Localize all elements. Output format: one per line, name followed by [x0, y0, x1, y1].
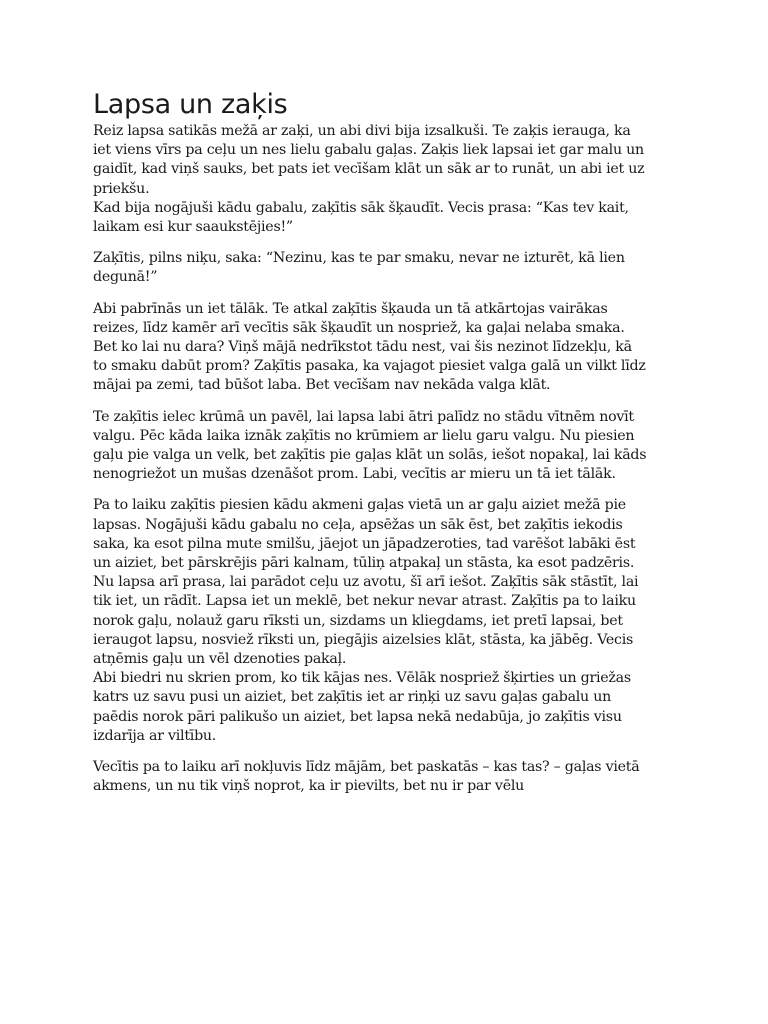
paragraph-7	[93, 669, 683, 746]
text-line: priekšu.	[93, 180, 150, 197]
text-line: ieraugot lapsu, nosviež rīksti un, piegājis aizelsies klāt, stāsta, ka jābēg. Vecis	[93, 631, 634, 648]
text-line: valgu. Pēc kāda laika iznāk zaķītis no krūmiem ar lielu garu valgu. Nu piesien	[93, 427, 635, 444]
text-line: Pa to laiku zaķītis piesien kādu akmeni gaļas vietā un ar gaļu aiziet mežā pie	[93, 497, 626, 514]
paragraph-4	[93, 300, 683, 396]
text-line: Reiz lapsa satikās mežā ar zaķi, un abi divi bija izsalkuši. Te zaķis ierauga, ka	[93, 123, 631, 139]
text-line: Bet ko lai nu dara? Viņš mājā nedrīkstot tādu nest, vai šis nezinot līdzekļu, kā	[93, 339, 632, 356]
text-line: norok gaļu, nolauž garu rīksti un, sizdams un kliegdams, iet pretī lapsai, bet	[93, 612, 623, 629]
text-line: un aiziet, bet pārskrējis pāri kalnam, tūliņ atpakaļ un stāsta, ka esot padzēris.	[93, 555, 635, 572]
text-line: saka, ka esot pilna mute smilšu, jāejot un jāpadzeroties, tad varēšot labāki ēst	[93, 535, 636, 552]
text-line: tik iet, un rādīt. Lapsa iet un meklē, bet nekur nevar atrast. Zaķītis pa to laiku	[93, 593, 636, 610]
text-line: atņēmis gaļu un vēl dzenoties pakaļ.	[93, 651, 347, 668]
text-line: izdarīja ar viltību.	[93, 727, 217, 744]
document-body	[93, 122, 683, 797]
paragraph-3	[93, 249, 683, 287]
text-line: mājai pa zemi, tad būšot laba. Bet vecīšam nav nekāda valga klāt.	[93, 377, 551, 394]
text-line: degunā!”	[93, 269, 158, 286]
paragraph-6	[93, 496, 683, 669]
text-line: Zaķītis, pilns niķu, saka: “Nezinu, kas te par smaku, nevar ne izturēt, kā lien	[93, 250, 625, 267]
text-line: laikam esi kur saaukstējies!”	[93, 219, 293, 236]
text-line: Kad bija nogājuši kādu gabalu, zaķītis sāk šķaudīt. Vecis prasa: “Kas tev kait,	[93, 199, 629, 216]
text-line: Vecītis pa to laiku arī nokļuvis līdz mājām, bet paskatās – kas tas? – gaļas vietā	[93, 759, 640, 776]
text-line: Te zaķītis ielec krūmā un pavēl, lai lapsa labi ātri palīdz no stādu vītnēm novīt	[93, 408, 634, 425]
text-line: paēdis norok pāri palikušo un aiziet, bet lapsa nekā nedabūja, jo zaķītis visu	[93, 708, 622, 725]
text-line: Nu lapsa arī prasa, lai parādot ceļu uz avotu, šī arī iešot. Zaķītis sāk stāstīt, lai	[93, 574, 639, 591]
paragraph-2	[93, 199, 683, 237]
paragraph-5	[93, 408, 683, 485]
text-line: to smaku dabūt prom? Zaķītis pasaka, ka vajagot piesiet valga galā un vilkt līdz	[93, 358, 646, 375]
text-line: nenogriežot un mušas dzenāšot prom. Labi, vecītis ar mieru un tā iet tālāk.	[93, 466, 616, 483]
text-line: Abi biedri nu skrien prom, ko tik kājas nes. Vēlāk nospriež šķirties un griežas	[93, 670, 631, 687]
text-line: iet viens vīrs pa ceļu un nes lielu gabalu gaļas. Zaķis liek lapsai iet gar malu un	[93, 142, 644, 159]
paragraph-1	[93, 122, 683, 199]
text-line: gaidīt, kad viņš sauks, bet pats iet vecīšam klāt un sāk ar to runāt, un abi iet uz	[93, 161, 645, 178]
text-line: reizes, līdz kamēr arī vecītis sāk šķaudīt un nospriež, ka gaļai nelaba smaka.	[93, 319, 625, 336]
text-line: gaļu pie valga un velk, bet zaķītis pie gaļas klāt un solās, iešot nopakaļ, lai kāds	[93, 447, 647, 464]
document-title: Lapsa un zaķis	[93, 89, 288, 120]
paragraph-8	[93, 758, 683, 796]
text-line: lapsas. Nogājuši kādu gabalu no ceļa, apsēžas un sāk ēst, bet zaķītis iekodis	[93, 516, 623, 533]
document-page	[93, 88, 683, 809]
text-line: Abi pabrīnās un iet tālāk. Te atkal zaķītis šķauda un tā atkārtojas vairākas	[93, 300, 608, 317]
text-line: akmens, un nu tik viņš noprot, ka ir pievilts, bet nu ir par vēlu	[93, 778, 525, 795]
text-line: katrs uz savu pusi un aiziet, bet zaķītis iet ar riņķi uz savu gaļas gabalu un	[93, 689, 611, 706]
